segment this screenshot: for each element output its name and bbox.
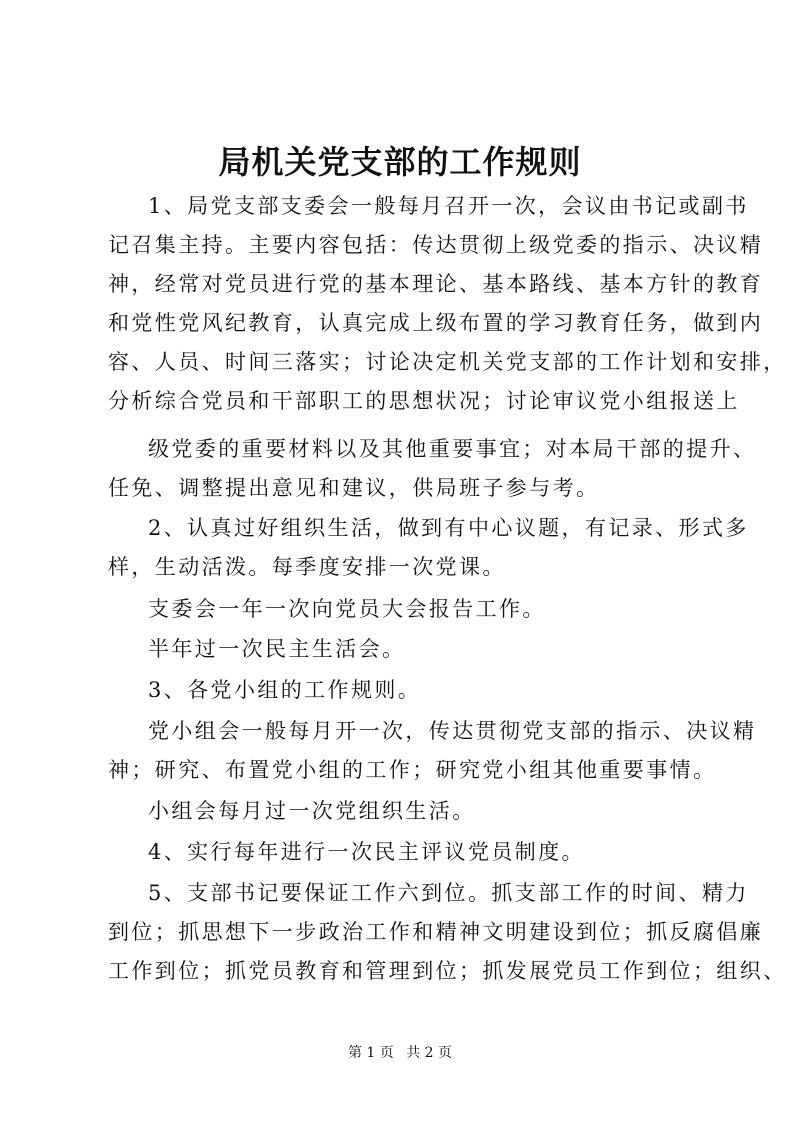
paragraph-line: 4、实行每年进行一次民主评议党员制度。 (148, 840, 585, 864)
paragraph-line: 到位；抓思想下一步政治工作和精神文明建设到位；抓反腐倡廉 (108, 920, 764, 944)
paragraph-line: 2、认真过好组织生活，做到有中心议题，有记录、形式多 (148, 516, 749, 540)
paragraph-line: 神；研究、布置党小组的工作；研究党小组其他重要事情。 (108, 758, 717, 782)
paragraph-line: 党小组会一般每月开一次，传达贯彻党支部的指示、决议精 (148, 719, 757, 743)
document-title: 局机关党支部的工作规则 (218, 143, 582, 181)
page-total: 共 2 页 (406, 1045, 453, 1061)
paragraph-line: 记召集主持。主要内容包括：传达贯彻上级党委的指示、决议精 (108, 233, 764, 257)
paragraph-line: 5、支部书记要保证工作六到位。抓支部工作的时间、精力 (148, 881, 749, 905)
paragraph-line: 1、局党支部支委会一般每月召开一次，会议由书记或副书 (148, 194, 749, 218)
paragraph-line: 和党性党风纪教育，认真完成上级布置的学习教育任务，做到内 (108, 311, 764, 335)
paragraph-line: 分析综合党员和干部职工的思想状况；讨论审议党小组报送上 (108, 389, 740, 413)
paragraph-line: 级党委的重要材料以及其他重要事宜；对本局干部的提升、 (148, 437, 757, 461)
paragraph-line: 样，生动活泼。每季度安排一次党课。 (108, 555, 506, 579)
paragraph-line: 小组会每月过一次党组织生活。 (148, 799, 476, 823)
paragraph-line: 容、人员、时间三落实；讨论决定机关党支部的工作计划和安排， (108, 350, 787, 374)
page-footer (0, 1043, 800, 1063)
page-number: 第 1 页 (347, 1045, 394, 1061)
paragraph-line: 支委会一年一次向党员大会报告工作。 (148, 597, 546, 621)
paragraph-line: 3、各党小组的工作规则。 (148, 678, 422, 702)
paragraph-line: 神，经常对党员进行党的基本理论、基本路线、基本方针的教育 (108, 272, 764, 296)
paragraph-line: 半年过一次民主生活会。 (148, 637, 406, 661)
paragraph-line: 工作到位；抓党员教育和管理到位；抓发展党员工作到位；组织、 (108, 959, 787, 983)
paragraph-line: 任免、调整提出意见和建议，供局班子参与考。 (108, 476, 600, 500)
